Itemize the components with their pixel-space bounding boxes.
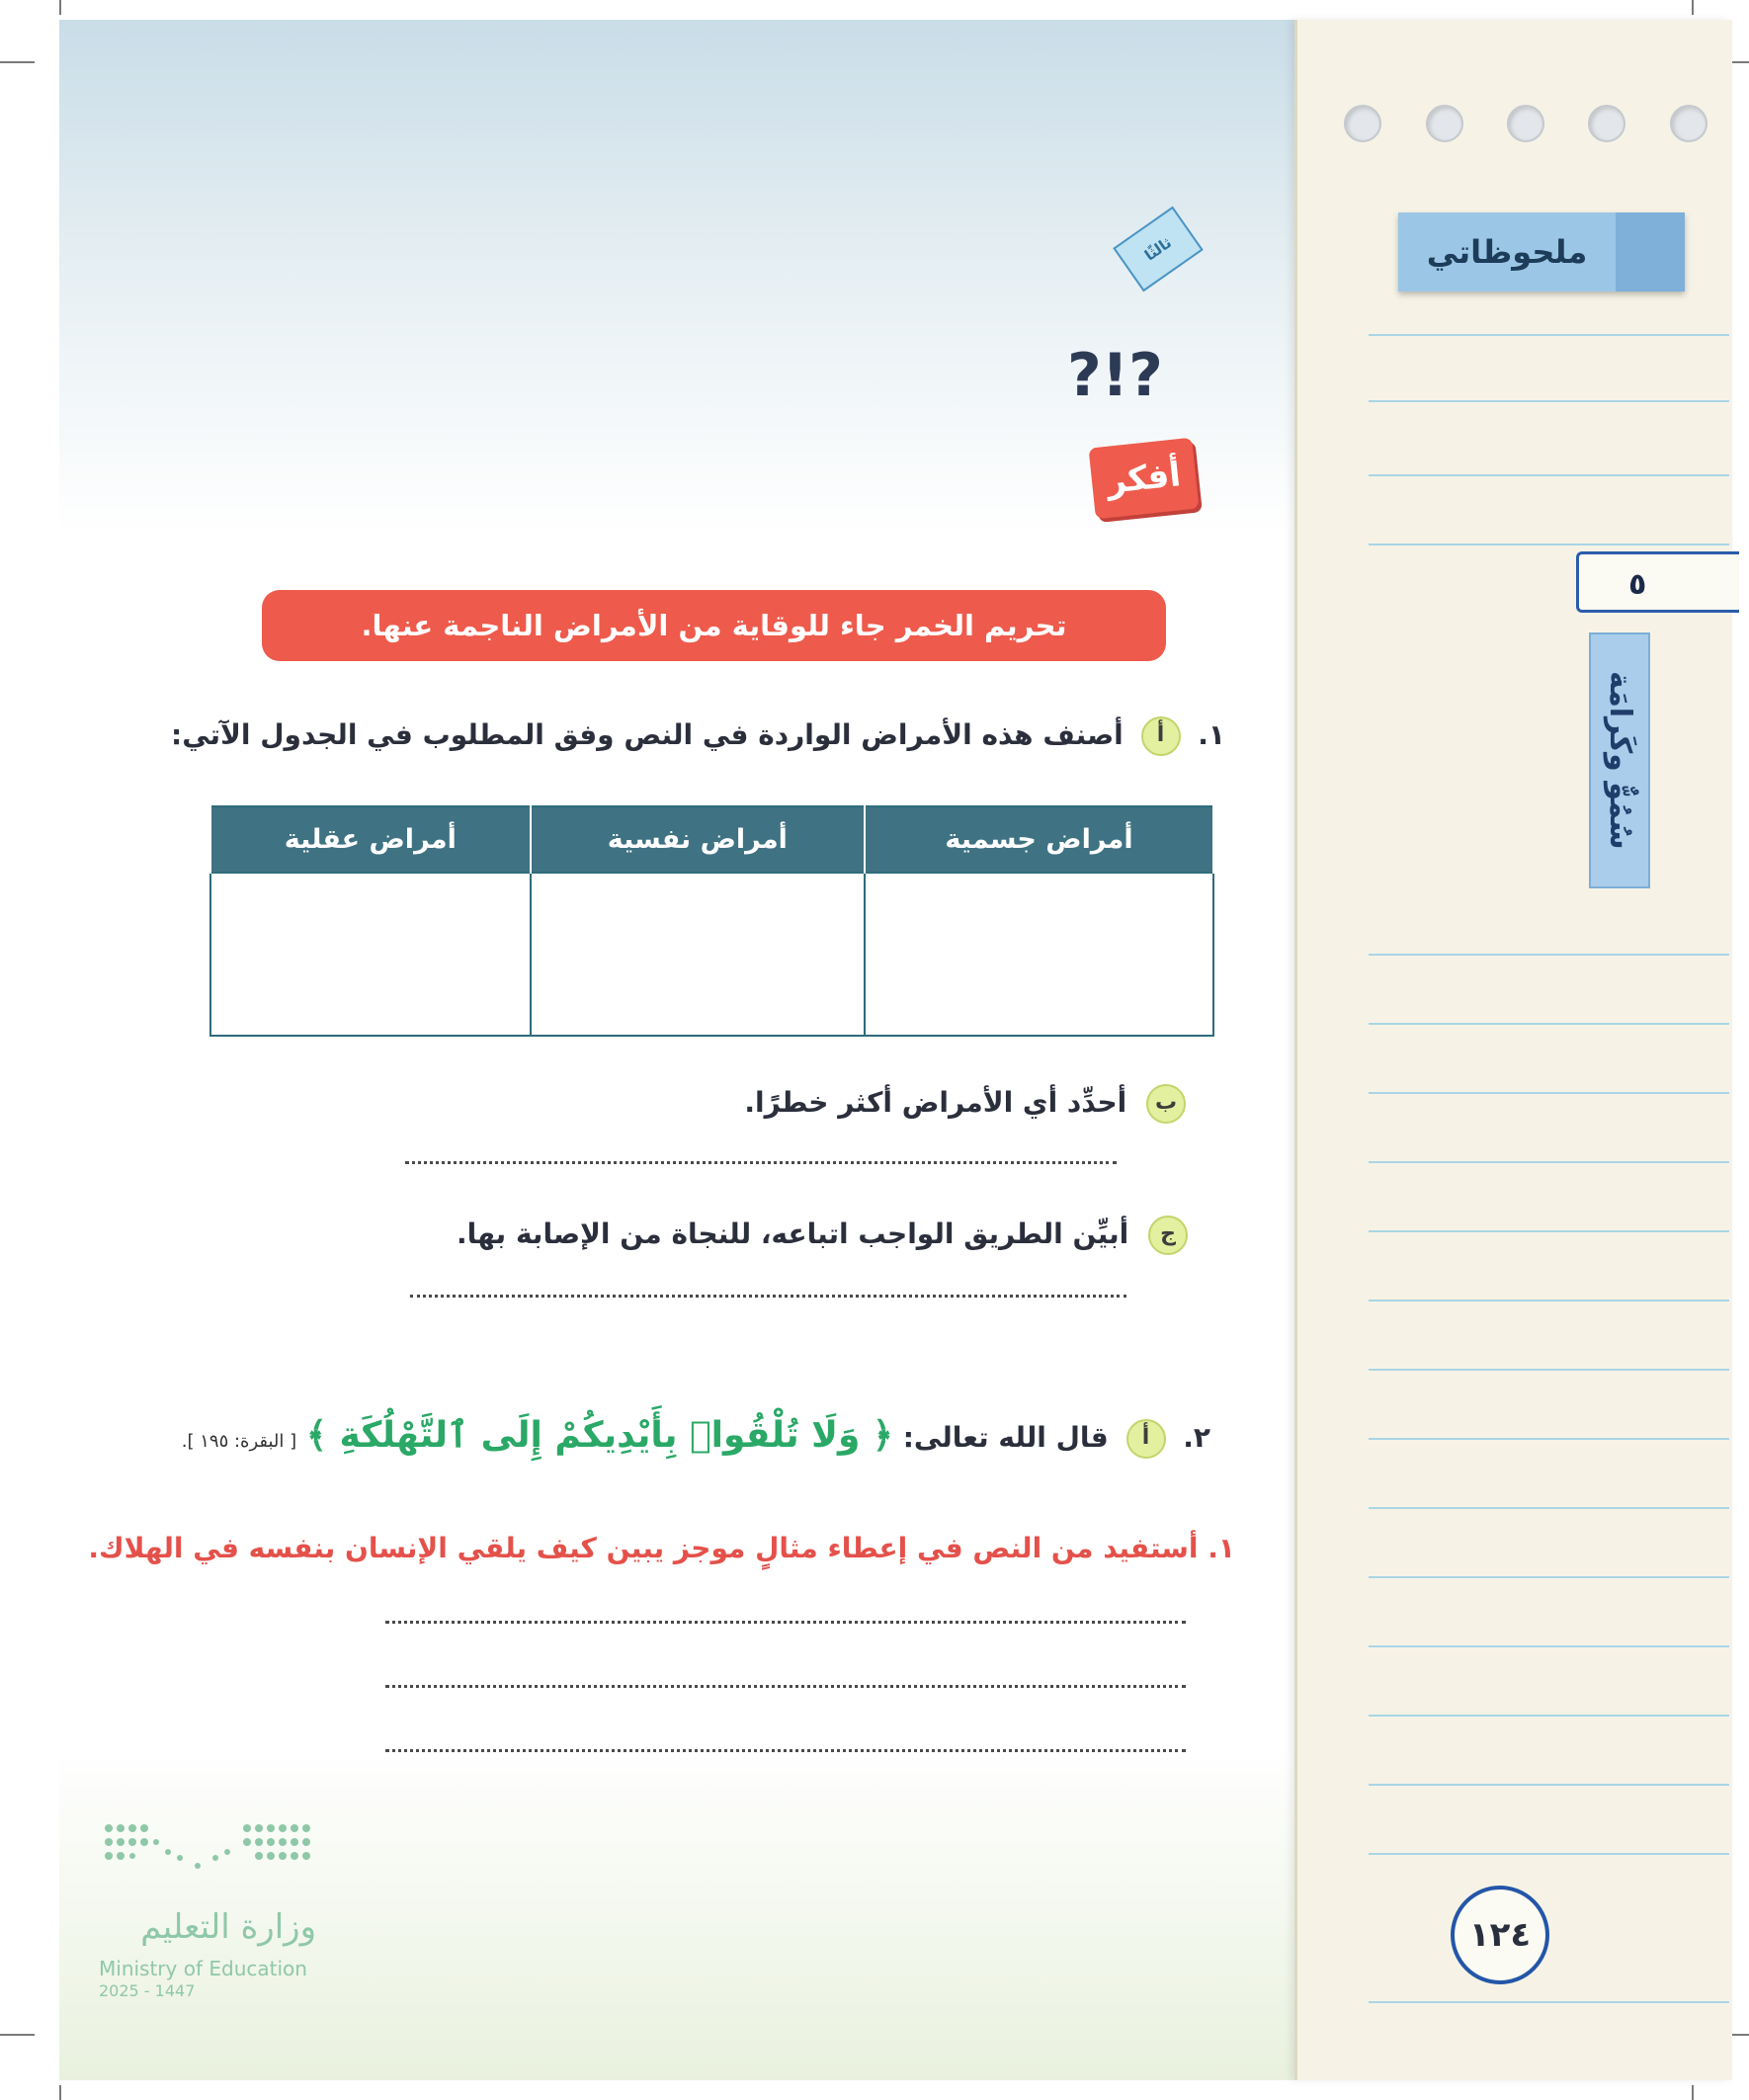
note-line — [1369, 1300, 1729, 1302]
note-line — [1369, 1576, 1729, 1578]
question-2a — [182, 1415, 1210, 1459]
note-line — [1369, 1507, 1729, 1509]
binder-hole — [1670, 105, 1707, 142]
letter-badge: ب — [1146, 1084, 1186, 1124]
note-line — [1369, 1230, 1729, 1232]
note-line — [1369, 1161, 1729, 1163]
ministry-year: 2025 - 1447 — [99, 1981, 196, 2000]
question-text: أبيِّن الطريق الواجب اتباعه، للنجاة من الإصابة بها. — [457, 1218, 1129, 1250]
ministry-name-arabic: وزارة التعليم — [140, 1907, 316, 1947]
note-line — [1369, 334, 1729, 336]
answer-cell[interactable] — [531, 873, 865, 1036]
note-line — [1369, 1784, 1729, 1786]
table-header: أمراض عقلية — [210, 806, 531, 873]
binder-hole — [1588, 105, 1625, 142]
crop-mark — [0, 2034, 35, 2036]
banner-statement: تحريم الخمر جاء للوقاية من الأمراض الناجمة عنها. — [262, 590, 1166, 661]
question-text: أحدِّد أي الأمراض أكثر خطرًا. — [744, 1086, 1127, 1119]
verse-reference: [ البقرة: ١٩٥ ]. — [181, 1431, 297, 1452]
ministry-name-english: Ministry of Education — [99, 1957, 307, 1980]
question-text: قال الله تعالى: — [902, 1421, 1109, 1454]
question-number: ١. — [1198, 718, 1225, 751]
table-header: أمراض نفسية — [531, 806, 865, 873]
note-line — [1369, 400, 1729, 402]
think-badge: أفكر — [1089, 438, 1200, 520]
question-1a — [171, 716, 1225, 756]
notes-title: ملحوظاتي — [1398, 212, 1616, 292]
quran-verse: ﴿ وَلَا تُلْقُوا۟ بِأَيْدِيكُمْ إِلَى ٱلتَّهْلُكَةِ ﴾ — [305, 1415, 893, 1456]
binder-hole — [1426, 105, 1463, 142]
note-line — [1369, 1023, 1729, 1025]
answer-line[interactable] — [385, 1749, 1186, 1752]
question-2-sub1: ١. أستفيد من النص في إعطاء مثالٍ موجز يبين كيف يلقي الإنسان بنفسه في الهلاك. — [88, 1532, 1235, 1564]
letter-badge: أ — [1141, 716, 1181, 756]
crop-mark — [0, 61, 35, 63]
note-line — [1369, 1438, 1729, 1440]
note-line — [1369, 1369, 1729, 1371]
note-line — [1369, 1853, 1729, 1855]
note-line — [1369, 544, 1729, 546]
table-header: أمراض جسمية — [865, 806, 1213, 873]
answer-line[interactable] — [385, 1621, 1186, 1624]
section-tag: ثالثًا — [1113, 207, 1204, 293]
question-text: أصنف هذه الأمراض الواردة في النص وفق المطلوب في الجدول الآتي: — [171, 718, 1124, 751]
answer-cell[interactable] — [865, 873, 1213, 1036]
letter-badge: أ — [1126, 1419, 1166, 1459]
crop-mark — [1692, 2085, 1694, 2100]
question-number: ٢. — [1183, 1421, 1210, 1454]
answer-line[interactable] — [410, 1295, 1126, 1298]
answer-line[interactable] — [405, 1161, 1117, 1164]
note-line — [1369, 1092, 1729, 1094]
notes-panel — [1294, 20, 1732, 2080]
question-1c — [457, 1216, 1188, 1255]
note-line — [1369, 1645, 1729, 1647]
crop-mark — [59, 0, 61, 15]
chapter-title: سُمُوٌّ وكَرامَة — [1589, 632, 1650, 888]
chapter-number: ٥ — [1576, 551, 1739, 613]
answer-cell[interactable] — [210, 873, 531, 1036]
crop-mark — [1692, 0, 1694, 15]
ministry-logo-icon — [99, 1818, 316, 1897]
note-line — [1369, 954, 1729, 956]
classification-table — [209, 805, 1214, 1037]
answer-line[interactable] — [385, 1685, 1186, 1688]
question-marks-icon: ?!? — [1067, 341, 1163, 410]
crop-mark — [59, 2085, 61, 2100]
question-1b — [744, 1084, 1186, 1124]
note-line — [1369, 1715, 1729, 1717]
binder-hole — [1344, 105, 1381, 142]
note-line — [1369, 474, 1729, 476]
binder-hole — [1507, 105, 1544, 142]
page-background — [59, 20, 1294, 2080]
note-line — [1369, 2001, 1729, 2003]
letter-badge: ج — [1148, 1216, 1188, 1255]
page-number: ١٢٤ — [1451, 1886, 1549, 1984]
